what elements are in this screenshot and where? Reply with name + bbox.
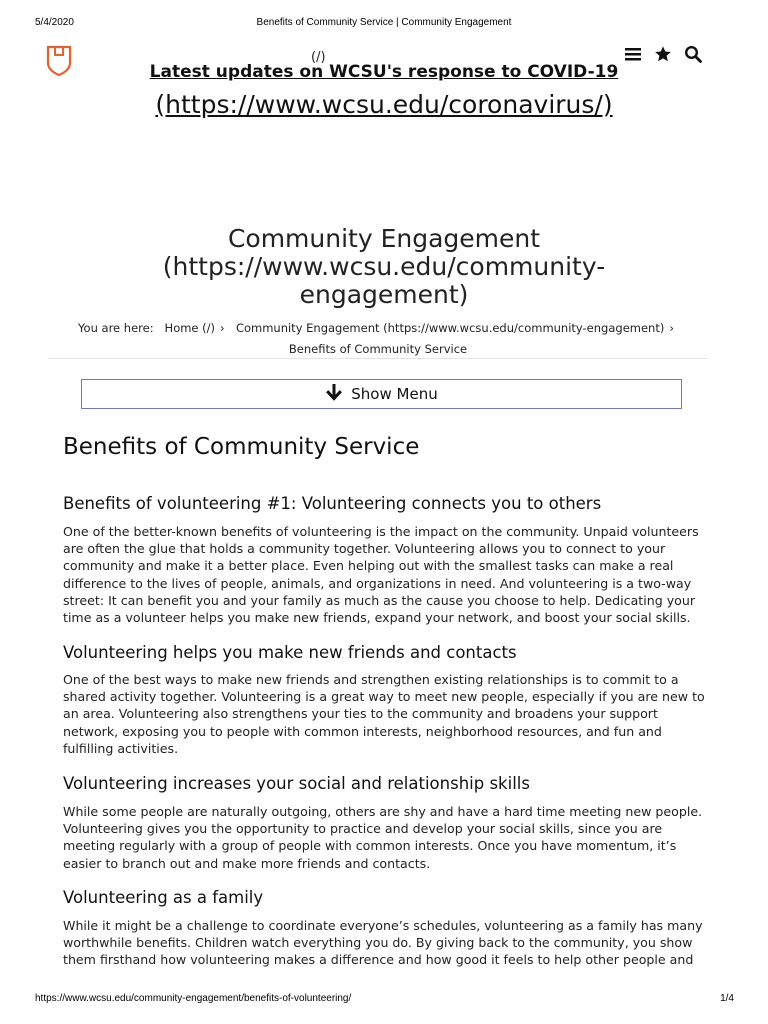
section-heading: Volunteering helps you make new friends and contacts [63,643,517,662]
menu-icon[interactable] [624,46,642,62]
breadcrumb-separator: › [669,321,674,335]
section-title[interactable] [84,225,684,309]
divider [48,358,708,359]
covid-updates-link[interactable]: Latest updates on WCSU's response to COVID-19 [149,62,619,82]
home-link[interactable]: (/) [311,50,326,65]
section-paragraph: One of the better-known benefits of volunteering is the impact on the community. Unpaid volunteers are often the glue that holds a community together. Volunteering allows you to connect to your community and make it a better place. Even helping out with the smallest tasks can make a real difference to the lives of people, animals, and organizations in need. And volunteering is a two-way street: It can benefit you and your family as much as the cause you choose to help. Dedicating your time as a volunteer helps you make new friends, expand your network, and boost your social skills. [63,524,699,626]
covid-updates-url[interactable]: (https://www.wcsu.edu/coronavirus/) [155,90,613,119]
section-paragraph: One of the best ways to make new friends and strengthen existing relationships is to commit to a shared activity together. Volunteering is a great way to meet new people, especially if you are new to an area. Volunteering also strengthens your ties to the community and broadens your support network, exposing you to people with common interests, neighborhood resources, and fun and fulfilling activities. [63,672,705,756]
star-icon[interactable] [654,45,672,63]
section-title-line: (https://www.wcsu.edu/community- [162,252,606,281]
breadcrumb-current: Benefits of Community Service [288,342,468,356]
breadcrumb-community-engagement[interactable]: Community Engagement (https://www.wcsu.edu/community-engagement) [235,321,665,335]
breadcrumb-separator: › [220,321,225,335]
print-date: 5/4/2020 [35,17,74,28]
show-menu-label: Show Menu [351,385,438,403]
article-title: Benefits of Community Service [63,434,420,460]
print-url: https://www.wcsu.edu/community-engagement/benefits-of-volunteering/ [35,993,352,1004]
section-paragraph: While some people are naturally outgoing, others are shy and have a hard time meeting new people. Volunteering gives you the opportunity to practice and develop your social skills, since you are meeting regularly with a group of people with common interests. Once you have momentum, it’s easier to branch out and make more friends and contacts. [63,804,703,871]
arrow-down-icon [325,383,343,405]
header-toolbar [624,45,702,63]
section-heading: Volunteering increases your social and relationship skills [63,774,530,793]
section-heading: Benefits of volunteering #1: Volunteering connects you to others [63,494,602,513]
show-menu-button[interactable] [81,379,682,409]
print-page-number: 1/4 [720,993,734,1004]
breadcrumb-prefix: You are here: [78,321,154,335]
section-title-line: engagement) [299,280,469,309]
section-title-line: Community Engagement [227,224,541,253]
section-heading: Volunteering as a family [63,888,264,907]
search-icon[interactable] [684,45,702,63]
breadcrumb-home[interactable]: Home (/) [164,321,216,335]
section-paragraph: While it might be a challenge to coordinate everyone’s schedules, volunteering as a family has many worthwhile benefits. Children watch everything you do. By giving back to the community, you show them firsthand how volunteering makes a difference and how good it feels to help other people and [63,918,703,968]
breadcrumb [48,318,708,360]
print-doc-title: Benefits of Community Service | Community Engagement [256,17,512,28]
